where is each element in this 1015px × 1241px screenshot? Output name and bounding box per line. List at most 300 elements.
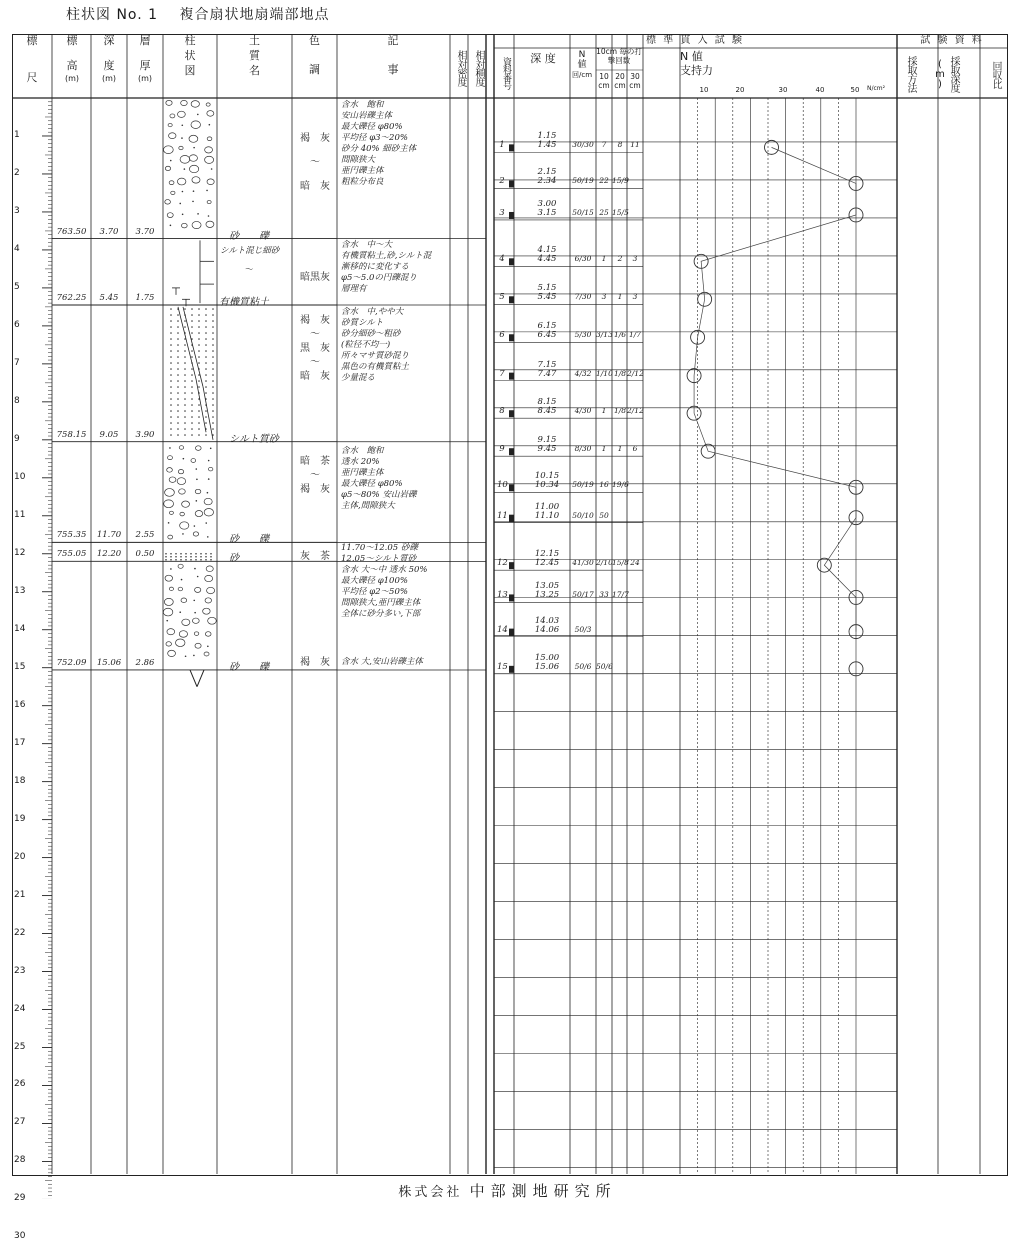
- sand-dot: [177, 422, 179, 424]
- spt-d1: 4.15: [537, 245, 557, 256]
- sand-dot: [200, 556, 202, 558]
- sand-dot: [177, 338, 179, 340]
- sand-dot: [205, 344, 207, 346]
- spt-b1: 25: [599, 207, 609, 217]
- sand-dot: [185, 559, 187, 561]
- sand-dot: [177, 428, 179, 430]
- sand-dot: [191, 404, 193, 406]
- gravel-symbol: [182, 501, 190, 507]
- spt-b1: 16: [599, 480, 609, 490]
- spt-b1: 1/10: [596, 368, 613, 378]
- header-relative-density: 相対密度: [455, 50, 466, 86]
- gravel-symbol: [168, 650, 176, 656]
- sand-dot: [200, 553, 202, 555]
- spt-d2: 13.25: [534, 590, 560, 601]
- sand-dot: [170, 380, 172, 382]
- sand-dot: [180, 556, 182, 558]
- header-n-value: N 値 回/cm: [571, 50, 593, 79]
- scale-label: 10: [14, 471, 26, 482]
- layer-color: 褐 灰: [300, 484, 330, 495]
- layer-color: 暗黒灰: [300, 271, 330, 283]
- gravel-symbol: [192, 221, 201, 228]
- layer-description: 透水 20%: [341, 456, 380, 467]
- sand-dot: [212, 332, 214, 334]
- sand-dot: [197, 576, 199, 578]
- header-color: 色 調: [309, 34, 320, 76]
- sand-dot: [212, 416, 214, 418]
- layer-color: 暗 茶: [300, 456, 330, 467]
- sand-dot: [185, 556, 187, 558]
- sand-dot: [184, 350, 186, 352]
- spt-d2: 4.45: [537, 254, 557, 265]
- sample-marker: [509, 484, 514, 491]
- sand-dot: [170, 332, 172, 334]
- sand-dot: [212, 326, 214, 328]
- spt-b1: 7: [601, 140, 607, 150]
- layer-description: 最大礫径 φ80%: [341, 121, 403, 132]
- scale-label: 15: [14, 661, 26, 672]
- graph-tick-20: 20: [735, 86, 745, 94]
- sand-dot: [191, 386, 193, 388]
- spt-d1: 1.15: [537, 131, 557, 142]
- sand-dot: [182, 191, 184, 193]
- sand-dot: [205, 332, 207, 334]
- sand-dot: [212, 368, 214, 370]
- gravel-symbol: [189, 155, 197, 162]
- sand-dot: [190, 559, 192, 561]
- layer-description: 含水 中,やや大: [341, 306, 404, 317]
- spt-no: 9: [499, 444, 505, 455]
- spt-n: 50/15: [572, 207, 594, 217]
- gravel-symbol: [204, 498, 212, 504]
- sand-dot: [194, 612, 196, 614]
- sand-dot: [205, 308, 207, 310]
- layer-thick: 1.75: [135, 292, 155, 303]
- header-n-value-graph: N 値: [680, 50, 703, 63]
- spt-n: 8/30: [574, 444, 592, 454]
- n-value-line: [694, 147, 856, 631]
- layer-description: 含水 大,安山岩礫主体: [341, 657, 423, 668]
- scale-label: 23: [14, 965, 26, 976]
- layer-elev: 755.35: [56, 530, 87, 541]
- spt-n: 4/30: [574, 406, 592, 416]
- spt-b1: 2/10: [596, 558, 613, 568]
- layer-color: 暗 灰: [300, 371, 330, 383]
- sand-dot: [191, 410, 193, 412]
- gravel-symbol: [195, 446, 201, 451]
- sample-marker: [509, 334, 514, 341]
- layer-description: 間隙狭大: [341, 154, 376, 165]
- sample-marker: [509, 448, 514, 455]
- sample-marker: [509, 629, 514, 636]
- sand-dot: [168, 522, 170, 524]
- sand-dot: [170, 410, 172, 412]
- spt-b1: 33: [599, 590, 609, 600]
- header-spt-depth: 深 度: [530, 52, 556, 65]
- spt-no: 6: [499, 330, 505, 341]
- sand-dot: [198, 416, 200, 418]
- header-blow-20: 20 cm: [614, 72, 626, 90]
- sand-dot: [191, 356, 193, 358]
- sand-dot: [170, 559, 172, 561]
- spt-n: 4/32: [574, 368, 592, 378]
- layer-description: 安山岩礫主体: [341, 110, 393, 121]
- gravel-symbol: [195, 511, 203, 517]
- layer-description: 漸移的に変化する: [341, 262, 410, 273]
- sand-dot: [198, 410, 200, 412]
- sand-dot: [170, 344, 172, 346]
- scale-label: 24: [14, 1003, 26, 1014]
- column-hatch: [183, 307, 203, 387]
- layer-depth: 12.20: [96, 549, 122, 560]
- graph-tick-10: 10: [699, 86, 709, 94]
- layer-depth: 3.70: [99, 226, 119, 237]
- sand-dot: [205, 350, 207, 352]
- gravel-symbol: [167, 629, 175, 635]
- gravel-symbol: [204, 652, 209, 656]
- sand-dot: [198, 332, 200, 334]
- sand-dot: [170, 428, 172, 430]
- spt-b2: 8: [617, 140, 623, 150]
- layer-description: 有機質粘土,砂,シルト混: [341, 251, 432, 262]
- scale-label: 17: [14, 737, 26, 748]
- gravel-symbol: [207, 200, 211, 203]
- sand-dot: [191, 332, 193, 334]
- gravel-symbol: [176, 639, 185, 647]
- layer-description: 黒色の有機質粘土: [341, 361, 410, 372]
- gravel-symbol: [165, 166, 170, 170]
- sand-dot: [170, 416, 172, 418]
- sand-dot: [170, 392, 172, 394]
- sand-dot: [181, 579, 183, 581]
- sand-dot: [184, 386, 186, 388]
- scale-label: 11: [14, 509, 26, 520]
- sand-dot: [191, 320, 193, 322]
- scale-label: 7: [14, 357, 20, 368]
- sand-dot: [184, 308, 186, 310]
- spt-n: 6/30: [574, 254, 592, 264]
- gravel-symbol: [204, 508, 213, 516]
- gravel-symbol: [178, 470, 183, 474]
- spt-b1: 1: [601, 254, 607, 264]
- layer-description: 間隙狭大,亜円礫主体: [341, 598, 421, 609]
- sample-marker: [509, 180, 514, 187]
- layer-elev: 762.25: [56, 292, 87, 303]
- soil-transition-mark: 〜: [245, 264, 254, 275]
- sand-dot: [198, 326, 200, 328]
- sand-dot: [210, 448, 212, 450]
- spt-d1: 3.00: [537, 198, 557, 209]
- scale-label: 19: [14, 813, 26, 824]
- gravel-symbol: [191, 459, 196, 463]
- layer-description: 最大礫径 φ100%: [341, 576, 408, 587]
- sand-dot: [193, 190, 195, 192]
- gravel-symbol: [177, 478, 186, 485]
- scale-label: 26: [14, 1079, 26, 1090]
- sand-dot: [170, 338, 172, 340]
- layer-color: 褐 灰: [300, 315, 330, 327]
- gravel-symbol: [168, 535, 173, 539]
- layer-color: 黒 灰: [300, 343, 330, 355]
- scale-label: 22: [14, 927, 26, 938]
- spt-no: 7: [499, 368, 505, 379]
- gravel-symbol: [179, 631, 187, 638]
- sand-dot: [191, 314, 193, 316]
- gravel-symbol: [208, 617, 217, 624]
- sand-dot: [208, 478, 210, 480]
- sand-dot: [193, 655, 195, 657]
- sand-dot: [198, 404, 200, 406]
- spt-d2: 8.45: [537, 406, 557, 417]
- spt-d1: 12.15: [534, 549, 560, 560]
- gravel-symbol: [192, 177, 200, 183]
- sand-dot: [207, 645, 209, 647]
- sample-marker: [509, 594, 514, 601]
- sand-dot: [210, 553, 212, 555]
- header-depth: 深 度 (m): [101, 34, 117, 83]
- gravel-symbol: [206, 103, 210, 106]
- spt-n: 50/6: [574, 661, 592, 671]
- spt-b2: 1: [617, 444, 623, 454]
- scale-label: 12: [14, 547, 26, 558]
- spt-b2: 17/7: [612, 590, 629, 600]
- sand-dot: [196, 478, 198, 480]
- sand-dot: [198, 422, 200, 424]
- layer-elev: 758.15: [56, 429, 87, 440]
- sample-marker: [509, 144, 514, 151]
- sand-dot: [165, 556, 167, 558]
- spt-d2: 15.06: [534, 661, 560, 672]
- sand-dot: [194, 525, 196, 527]
- sand-dot: [205, 338, 207, 340]
- gravel-symbol: [192, 618, 199, 623]
- sand-dot: [198, 314, 200, 316]
- header-sampling-group: 試 験 資 料: [920, 35, 984, 46]
- sample-marker: [509, 212, 514, 219]
- scale-label: 2: [14, 167, 20, 178]
- spt-d2: 10.34: [534, 480, 560, 491]
- spt-d2: 6.45: [537, 330, 557, 341]
- gravel-symbol: [177, 178, 185, 185]
- layer-depth: 11.70: [96, 530, 122, 541]
- layer-description: 層理有: [341, 284, 367, 295]
- sand-dot: [198, 386, 200, 388]
- layer-depth: 5.45: [99, 292, 119, 303]
- sand-dot: [196, 500, 198, 502]
- sand-dot: [198, 380, 200, 382]
- spt-b1: 22: [599, 176, 609, 186]
- scale-label: 27: [14, 1117, 26, 1128]
- layer-thick: 2.55: [135, 530, 155, 541]
- sand-dot: [170, 356, 172, 358]
- spt-no: 12: [497, 558, 508, 569]
- gravel-symbol: [181, 598, 187, 603]
- gravel-symbol: [181, 223, 187, 228]
- layer-description: 粗粒分布良: [341, 176, 384, 187]
- sand-dot: [212, 386, 214, 388]
- sand-dot: [170, 225, 172, 227]
- spt-d2: 11.10: [534, 510, 560, 521]
- sand-dot: [169, 447, 171, 449]
- sand-dot: [198, 308, 200, 310]
- spt-n: 50/19: [572, 480, 594, 490]
- layer-description: 所々マサ質砂混り: [341, 350, 410, 361]
- gravel-symbol: [208, 467, 212, 471]
- sand-dot: [212, 362, 214, 364]
- footer-company: [0, 1180, 1015, 1204]
- layer-soil-name: 砂 礫: [229, 661, 269, 673]
- layer-color: 〜: [310, 357, 320, 369]
- sand-dot: [170, 374, 172, 376]
- layer-color: 暗 灰: [300, 181, 330, 193]
- sand-dot: [184, 404, 186, 406]
- spt-no: 13: [497, 590, 508, 601]
- spt-no: 14: [497, 624, 508, 635]
- spt-d2: 1.45: [537, 140, 557, 151]
- sand-dot: [170, 314, 172, 316]
- layer-color: 〜: [310, 157, 320, 169]
- spt-d1: 13.05: [534, 581, 560, 592]
- scale-label: 30: [14, 1231, 26, 1241]
- header-column: 柱 状 図: [184, 34, 196, 77]
- sand-dot: [200, 559, 202, 561]
- gravel-symbol: [191, 101, 199, 108]
- layer-color: 〜: [310, 470, 320, 481]
- header-soil-name: 土 質 名: [249, 34, 260, 77]
- sand-dot: [175, 559, 177, 561]
- gravel-symbol: [167, 213, 173, 218]
- sand-dot: [207, 492, 209, 494]
- layer-soil-name: 砂 礫: [229, 230, 269, 242]
- header-blow-30: 30 cm: [629, 72, 641, 90]
- spt-b3: 24: [630, 558, 640, 568]
- sand-dot: [170, 434, 172, 436]
- layer-description: (粒径不均一): [341, 339, 391, 350]
- sand-dot: [198, 434, 200, 436]
- sand-dot: [170, 422, 172, 424]
- sand-dot: [198, 428, 200, 430]
- gravel-symbol: [168, 456, 173, 460]
- spt-d1: 7.15: [537, 359, 557, 370]
- layer-soil-name: シルト質砂: [229, 433, 279, 445]
- gravel-symbol: [206, 221, 214, 227]
- sand-dot: [170, 308, 172, 310]
- layer-depth: 9.05: [99, 429, 119, 440]
- layer-depth: 15.06: [96, 657, 122, 668]
- gravel-symbol: [165, 575, 173, 581]
- sand-dot: [170, 398, 172, 400]
- sample-marker: [509, 373, 514, 380]
- layer-description: 主体,間隙狭大: [341, 500, 395, 511]
- sand-dot: [195, 559, 197, 561]
- sand-dot: [210, 559, 212, 561]
- sand-dot: [192, 201, 194, 203]
- sand-dot: [170, 326, 172, 328]
- gravel-symbol: [167, 468, 173, 473]
- sand-dot: [212, 338, 214, 340]
- scale-label: 6: [14, 319, 20, 330]
- sand-dot: [184, 410, 186, 412]
- sand-dot: [184, 374, 186, 376]
- sand-dot: [177, 314, 179, 316]
- layer-description: 全体に砂分多い,下部: [341, 609, 421, 620]
- gravel-symbol: [166, 100, 172, 105]
- scale-label: 13: [14, 585, 26, 596]
- scale-label: 4: [14, 243, 20, 254]
- sand-dot: [212, 320, 214, 322]
- spt-d1: 10.15: [534, 471, 560, 482]
- sand-dot: [170, 350, 172, 352]
- column-hatch: [178, 307, 196, 379]
- sand-dot: [177, 374, 179, 376]
- sand-dot: [184, 362, 186, 364]
- graph-tick-50: 50: [850, 86, 860, 94]
- inner-soil-note: シルト混じ細砂: [220, 245, 280, 256]
- sand-dot: [205, 368, 207, 370]
- layer-description: 最大礫径 φ80%: [341, 478, 403, 489]
- gravel-symbol: [194, 632, 198, 636]
- gravel-symbol: [195, 489, 201, 493]
- gravel-symbol: [165, 489, 175, 497]
- gravel-symbol: [164, 500, 174, 508]
- gravel-symbol: [163, 146, 173, 154]
- graph-tick-30: 30: [778, 86, 788, 94]
- spt-no: 5: [499, 292, 505, 303]
- sand-dot: [205, 386, 207, 388]
- sand-dot: [191, 392, 193, 394]
- gravel-symbol: [169, 181, 174, 185]
- sand-dot: [205, 314, 207, 316]
- sand-dot: [170, 368, 172, 370]
- spt-b2: 19/6: [612, 480, 629, 490]
- spt-n: 30/30: [572, 140, 594, 150]
- layer-soil-name: 砂 礫: [229, 534, 269, 546]
- gravel-symbol: [181, 100, 188, 105]
- sand-dot: [208, 460, 210, 462]
- layer-thick: 3.70: [135, 226, 155, 237]
- sand-dot: [207, 536, 209, 538]
- layer-color: 〜: [310, 329, 320, 341]
- sand-dot: [177, 362, 179, 364]
- sand-dot: [191, 398, 193, 400]
- sand-dot: [185, 553, 187, 555]
- gravel-symbol: [207, 587, 215, 593]
- gravel-symbol: [205, 632, 211, 637]
- gravel-symbol: [207, 137, 212, 141]
- spt-b2: 1/6: [613, 330, 627, 340]
- log-number: 柱状図 No. 1: [66, 7, 159, 23]
- sand-dot: [205, 356, 207, 358]
- header-description: 記 事: [387, 34, 399, 76]
- spt-d2: 9.45: [537, 444, 557, 455]
- sand-dot: [205, 553, 207, 555]
- sand-dot: [184, 416, 186, 418]
- sand-dot: [177, 404, 179, 406]
- gravel-symbol: [166, 642, 172, 646]
- spt-n: 41/30: [572, 558, 594, 568]
- sand-dot: [184, 434, 186, 436]
- layer-description: 平均径 φ2〜50%: [341, 587, 408, 598]
- sand-dot: [165, 553, 167, 555]
- spt-b1: 1: [601, 444, 607, 454]
- scale-label: 29: [14, 1193, 26, 1204]
- layer-description: 亜円礫主体: [341, 165, 384, 176]
- header-blow-10: 10 cm: [598, 72, 610, 90]
- layer-description: 砂質シルト: [341, 317, 384, 328]
- spt-b2: 15/8: [612, 558, 629, 568]
- gravel-symbol: [168, 123, 172, 126]
- sample-marker: [509, 666, 514, 673]
